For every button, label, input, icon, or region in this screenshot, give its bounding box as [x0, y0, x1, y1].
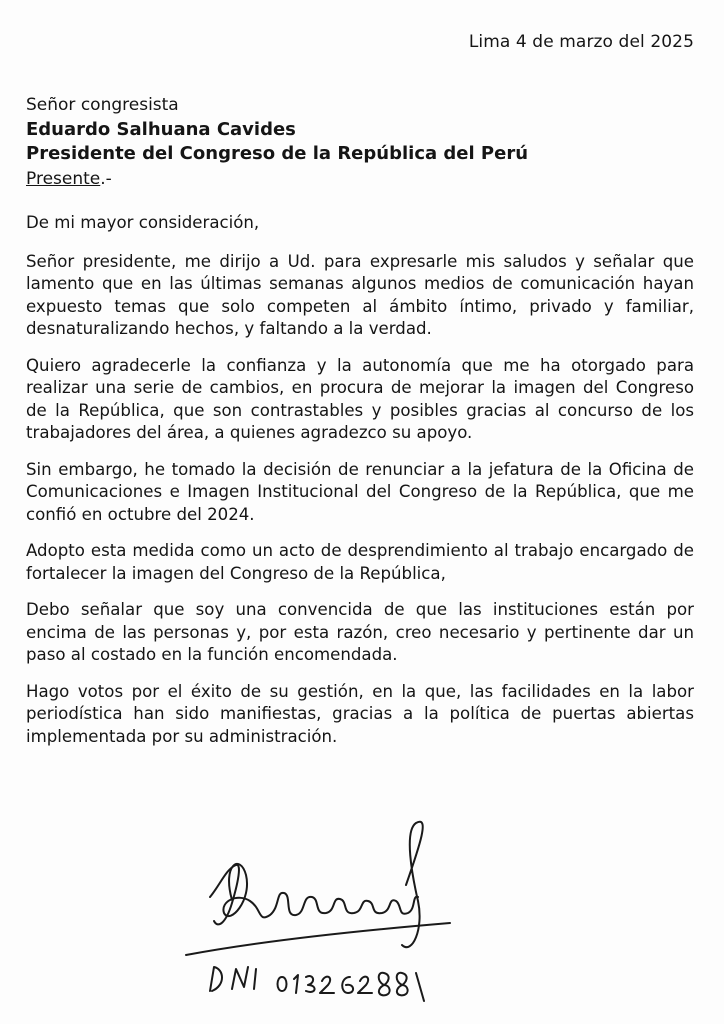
presente-suffix: .- [100, 168, 112, 189]
signature-underline [186, 923, 450, 955]
recipient-position: Presidente del Congreso de la República del Perú [26, 143, 529, 164]
paragraph-2: Quiero agradecerle la confianza y la autonomía que me ha otorgado para realizar una serie de cambios, en procura de mejorar la imagen del Congreso de la República, que son contrastables y posibles gracias al concurso de los trabajadores del área, a quienes agradezco su apoyo. [26, 355, 694, 442]
greeting: De mi mayor consideración, [26, 213, 260, 232]
paragraph-1: Señor presidente, me dirijo a Ud. para expresarle mis saludos y señalar que lamento que en las últimas semanas algunos medios de comunicación hayan expuesto temas que solo competen al ámbito íntimo, privado y familiar, desnaturalizando hechos, y faltando a la verdad. [26, 251, 694, 338]
signature-stroke-loop [402, 822, 423, 947]
paragraph-3: Sin embargo, he tomado la decisión de renunciar a la jefatura de la Oficina de Comunicaciones e Imagen Institucional del Congreso de la República, que me confió en octubre del 2024. [26, 459, 694, 524]
signature-dni-digits [278, 973, 425, 1001]
signature-dni-mark [210, 967, 256, 991]
signature-ink [186, 822, 450, 1001]
recipient-name: Eduardo Salhuana Cavides [26, 118, 296, 140]
signature-drawing [180, 805, 460, 1015]
letter-date: Lima 4 de marzo del 2025 [468, 32, 694, 52]
signature-stroke-main [223, 864, 418, 917]
paragraph-5: Debo señalar que soy una convencida de que las instituciones están por encima de las personas y, por esta razón, creo necesario y pertinente dar un paso al costado en la función encomendada. [26, 600, 694, 664]
letter-body [26, 212, 694, 762]
salutation-title: Señor congresista [26, 95, 179, 115]
paragraph-6: Hago votos por el éxito de su gestión, en la que, las facilidades en la labor periodística han sido manifiestas, gracias a la política de puertas abiertas implementada por su administración. [26, 681, 694, 746]
presente-line [26, 167, 706, 192]
signature-stroke-upper [210, 865, 239, 925]
presente-word: Presente [26, 168, 101, 189]
handwritten-signature [180, 805, 460, 1015]
addressee-block [26, 93, 706, 191]
paragraph-4: Adopto esta medida como un acto de desprendimiento al trabajo encargado de fortalecer la imagen del Congreso de la República, [26, 541, 694, 583]
